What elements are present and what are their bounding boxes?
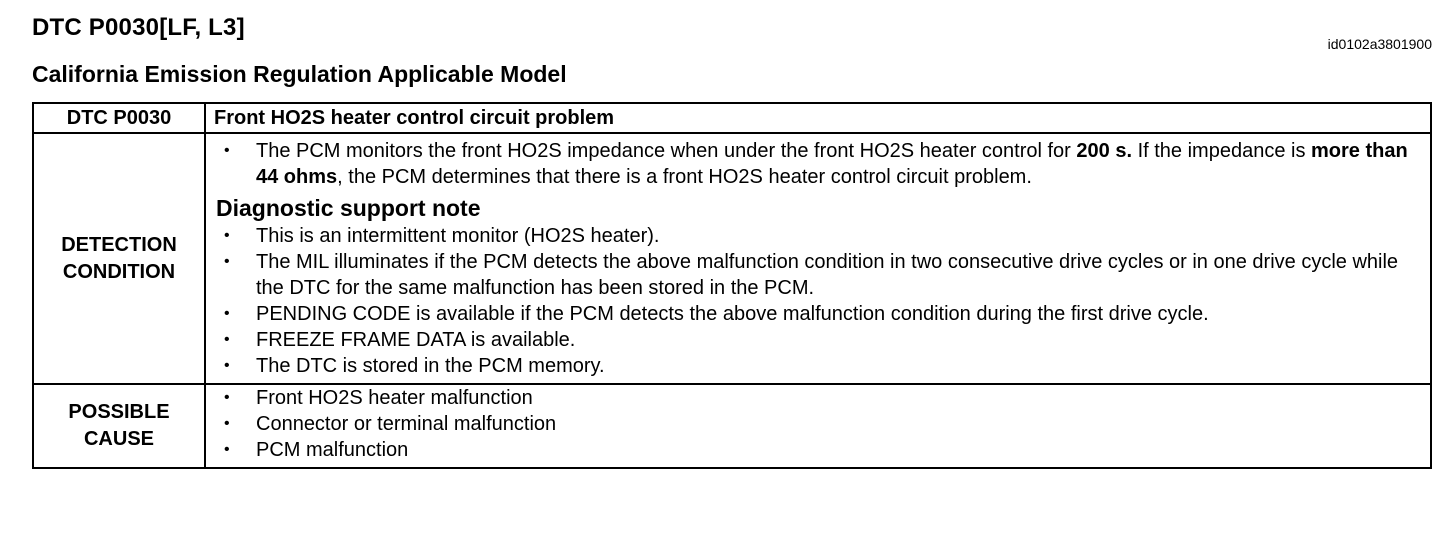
- document-id: id0102a3801900: [1327, 36, 1432, 52]
- list-item: [216, 437, 1424, 463]
- detection-text-part3: , the PCM determines that there is a front HO2S heater control circuit problem.: [337, 166, 1032, 188]
- diagnostic-support-note-heading: Diagnostic support note: [216, 195, 481, 221]
- possible-cause-row: [33, 384, 1431, 468]
- bullet-icon: •: [224, 441, 230, 458]
- list-item-text: PCM malfunction: [256, 439, 409, 461]
- detection-condition-row: [33, 133, 1431, 384]
- bullet-icon: •: [224, 142, 230, 159]
- detection-text-part1: The PCM monitors the front HO2S impedance when under the front HO2S heater control for: [256, 140, 1077, 162]
- diagnostic-notes-list: [216, 223, 1424, 379]
- list-item-text: Connector or terminal malfunction: [256, 413, 557, 435]
- detection-condition-content: [205, 133, 1431, 384]
- bullet-icon: •: [224, 253, 230, 270]
- bullet-icon: •: [224, 331, 230, 348]
- list-item: [216, 327, 1424, 353]
- detection-time-threshold: 200 s.: [1076, 140, 1133, 162]
- list-item-text: PENDING CODE is available if the PCM detects the above malfunction condition during the first drive cycle.: [256, 303, 1209, 325]
- bullet-icon: •: [224, 415, 230, 432]
- list-item: [216, 138, 1424, 190]
- section-title: California Emission Regulation Applicable Model: [32, 61, 567, 87]
- list-item-text: The MIL illuminates if the PCM detects the above malfunction condition in two consecutive drive cycles or in one drive cycle while the DTC for the same malfunction has been stored in the PCM.: [256, 251, 1399, 299]
- list-item: [216, 249, 1424, 301]
- list-item: [216, 223, 1424, 249]
- list-item-text: The DTC is stored in the PCM memory.: [256, 355, 605, 377]
- list-item: [216, 353, 1424, 379]
- detection-text-part2: If the impedance is: [1132, 140, 1311, 162]
- bullet-icon: •: [224, 389, 230, 406]
- list-item-text: FREEZE FRAME DATA is available.: [256, 329, 576, 351]
- bullet-icon: •: [224, 227, 230, 244]
- list-item-text: This is an intermittent monitor (HO2S heater).: [256, 225, 660, 247]
- possible-cause-list: [216, 385, 1424, 463]
- list-item: [216, 411, 1424, 437]
- bullet-icon: •: [224, 357, 230, 374]
- dtc-code-cell: DTC P0030: [33, 103, 205, 133]
- detection-bullets: [216, 138, 1424, 190]
- list-item-text: Front HO2S heater malfunction: [256, 387, 533, 409]
- table-header-row: [33, 103, 1431, 133]
- list-item: [216, 301, 1424, 327]
- list-item: [216, 385, 1424, 411]
- bullet-icon: •: [224, 305, 230, 322]
- possible-cause-label: POSSIBLE CAUSE: [33, 384, 205, 468]
- document-title: DTC P0030[LF, L3]: [32, 14, 245, 41]
- detection-impedance-threshold: more than 44 ohms: [256, 140, 1408, 188]
- dtc-table: [32, 102, 1432, 469]
- possible-cause-content: [205, 384, 1431, 468]
- detection-condition-label: DETECTION CONDITION: [33, 133, 205, 384]
- dtc-description-cell: Front HO2S heater control circuit problem: [205, 103, 1431, 133]
